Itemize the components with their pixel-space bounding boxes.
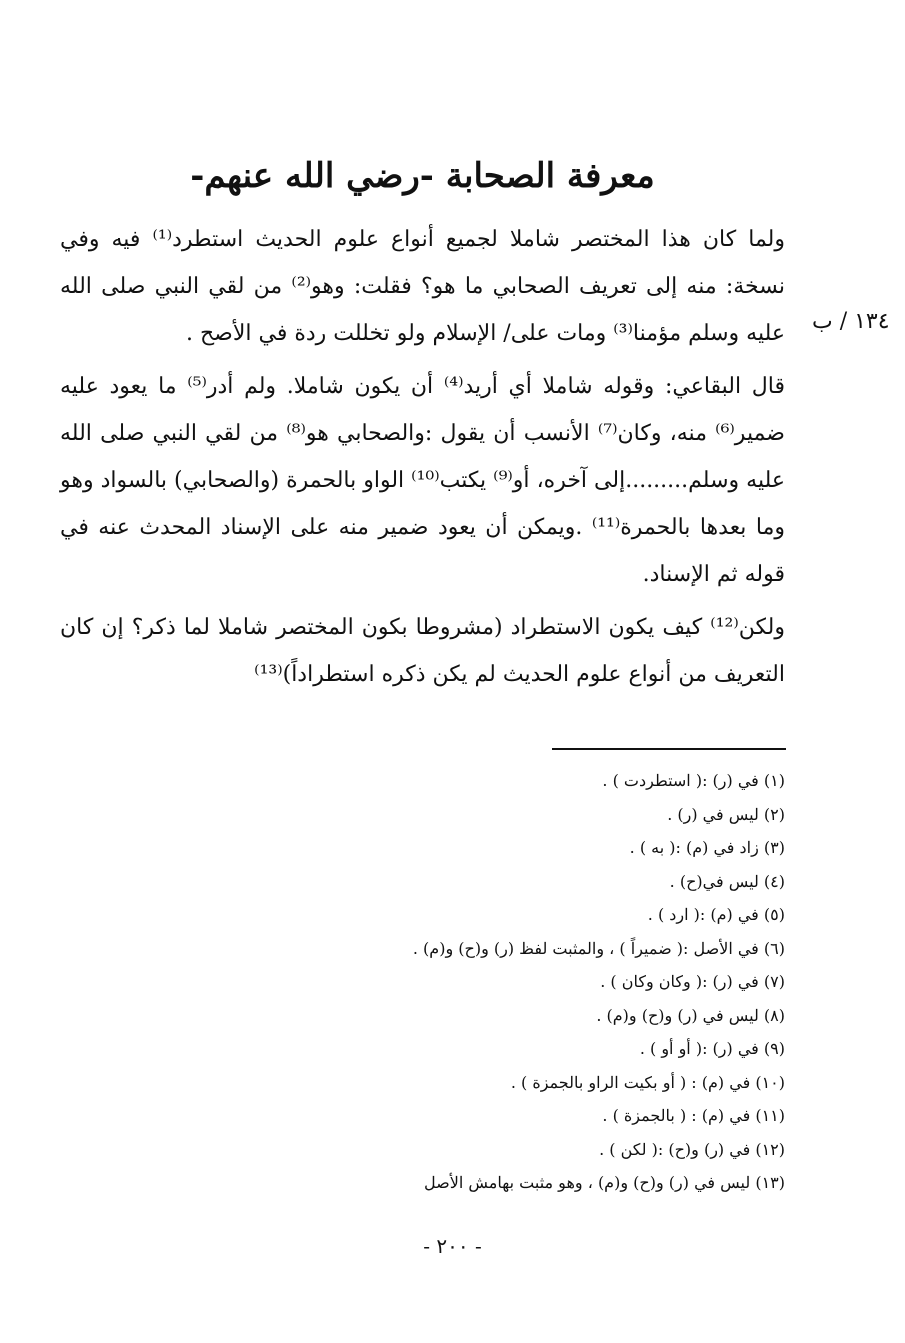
paragraph-2: قال البقاعي: وقوله شاملا أي أريد⁽⁴⁾ أن يكون شاملا. ولم أدر⁽⁵⁾ ما يعود عليه ضمير⁽⁶⁾ منه، وكان⁽⁷⁾ الأنسب أن يقول :والصحابي هو⁽⁸⁾ من لقي النبي صلى الله عليه وسلم.........إلى آخره، أو⁽⁹⁾ يكتب⁽¹⁰⁾ الواو بالحمرة (والصحابي) بالسواد وهو وما بعدها بالحمرة⁽¹¹⁾ .ويمكن أن يعود ضمير منه على الإسناد المحدث عنه في قوله ثم الإسناد. — [60, 374, 785, 587]
footnote-6: (٦) في الأصل :( ضميراً ) ، والمثبت لفظ (ر) و(ح) و(م) . — [412, 938, 785, 958]
footnote-5: (٥) في (م) :( ارد ) . — [647, 905, 785, 924]
footnote-3: (٣) زاد في (م) :( به ) . — [629, 838, 785, 857]
footnote-8: (٨) ليس في (ر) و(ح) و(م) . — [596, 1005, 785, 1025]
main-text-block — [60, 150, 785, 704]
footnote-2: (٢) ليس في (ر) . — [667, 804, 785, 824]
footnote-10: (١٠) في (م) : ( أو بكيت الراو بالجمزة ) . — [510, 1072, 785, 1092]
paragraph-1: ولما كان هذا المختصر شاملا لجميع أنواع علوم الحديث استطرد⁽¹⁾ فيه وفي نسخة: منه إلى تعريف الصحابي ما هو؟ فقلت: وهو⁽²⁾ من لقي النبي صلى الله عليه وسلم مؤمنا⁽³⁾ ومات على/ الإسلام ولو تخللت ردة في الأصح . — [60, 227, 785, 346]
footnote-divider — [552, 748, 786, 750]
footnote-12: (١٢) في (ر) و(ح) :( لكن ) . — [599, 1139, 785, 1159]
page-number: - ٢٠٠ - — [423, 1234, 482, 1258]
footnote-7: (٧) في (ر) :( وكان وكان ) . — [600, 972, 785, 991]
footnote-13: (١٣) ليس في (ر) و(ح) و(م) ، وهو مثبت بهامش الأصل — [424, 1173, 785, 1192]
footnotes — [130, 764, 785, 1200]
footnote-11: (١١) في (م) : ( بالجمزة ) . — [602, 1106, 785, 1125]
paragraph-3: ولكن⁽¹²⁾ كيف يكون الاستطراد (مشروطا بكون المختصر شاملا لما ذكر؟ إن كان التعريف من أنواع علوم الحديث لم يكن ذكره استطراداً)⁽¹³⁾ — [60, 615, 785, 687]
footnote-9: (٩) في (ر) :( أو أو ) . — [639, 1039, 785, 1058]
chapter-title: معرفة الصحابة -رضي الله عنهم- — [190, 156, 655, 196]
manuscript-folio-marker: ١٣٤ / ب — [812, 309, 890, 334]
footnote-4: (٤) ليس في(ح) . — [669, 871, 785, 891]
footnote-1: (١) في (ر) :( استطردت ) . — [602, 771, 785, 790]
